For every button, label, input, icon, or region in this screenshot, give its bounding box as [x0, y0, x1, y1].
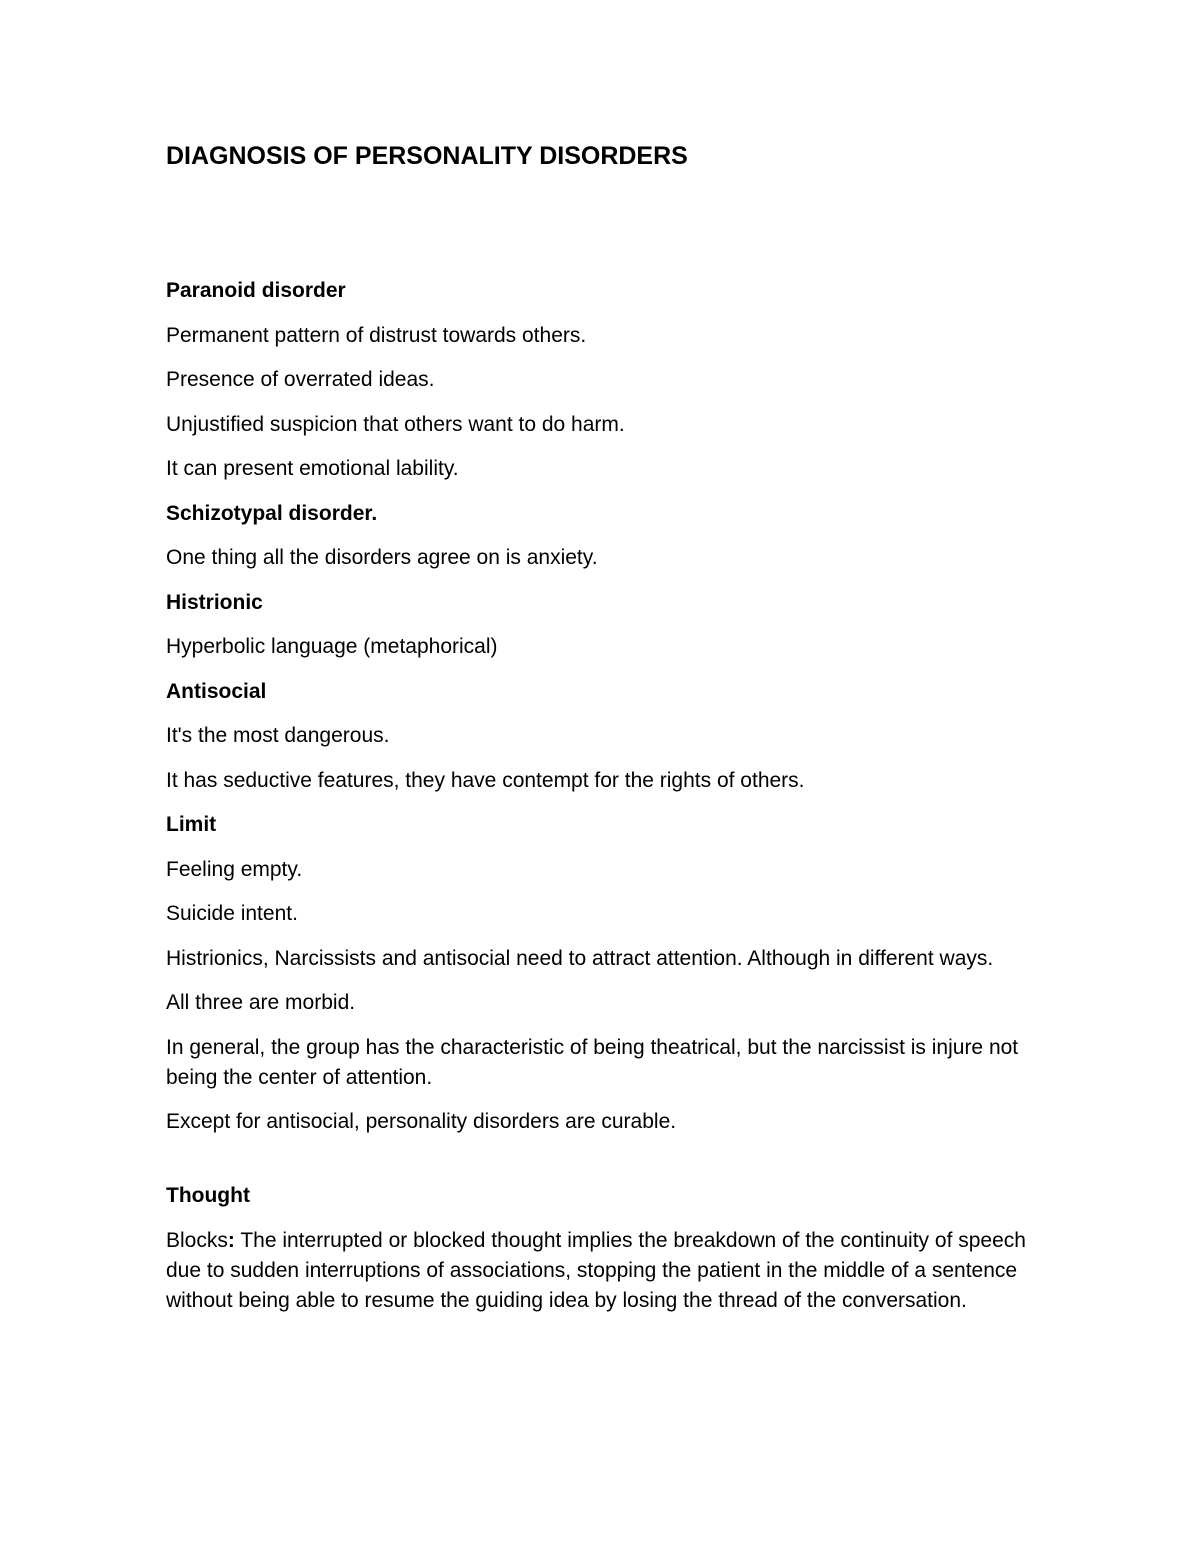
paragraph: It can present emotional lability.	[166, 457, 459, 480]
section-heading-paranoid: Paranoid disorder	[166, 279, 346, 302]
section-heading-histrionic: Histrionic	[166, 590, 263, 614]
paragraph: Unjustified suspicion that others want to do harm.	[166, 412, 625, 436]
paragraph: It has seductive features, they have contempt for the rights of others.	[166, 768, 805, 792]
paragraph: Histrionics, Narcissists and antisocial need to attract attention. Although in different ways.	[166, 946, 994, 970]
paragraph: In general, the group has the characteristic of being theatrical, but the narcissist is injure not being the center of attention.	[166, 1035, 1019, 1089]
paragraph: Except for antisocial, personality disorders are curable.	[166, 1110, 677, 1133]
paragraph: It's the most dangerous.	[166, 724, 390, 747]
paragraph: Presence of overrated ideas.	[166, 368, 435, 391]
section-heading-antisocial: Antisocial	[166, 679, 267, 703]
section-heading-limit: Limit	[166, 813, 217, 836]
document-title: DIAGNOSIS OF PERSONALITY DISORDERS	[166, 142, 688, 170]
paragraph: Hyperbolic language (metaphorical)	[166, 635, 498, 658]
blocks-text: The interrupted or blocked thought implies the breakdown of the continuity of speech due to sudden interruptions of associations, stopping the patient in the middle of a sentence without being able to resume the guiding idea by losing the thread of the conversation.	[166, 1228, 1026, 1312]
section-heading-thought: Thought	[166, 1184, 250, 1207]
blocks-colon: :	[227, 1228, 235, 1252]
paragraph-blocks	[166, 1226, 1046, 1316]
paragraph: All three are morbid.	[166, 991, 356, 1014]
document-body	[166, 276, 1046, 1330]
paragraph: Permanent pattern of distrust towards others.	[166, 323, 587, 347]
paragraph: Feeling empty.	[166, 857, 303, 881]
section-heading-schizotypal: Schizotypal disorder.	[166, 501, 378, 525]
paragraph: Suicide intent.	[166, 902, 298, 925]
paragraph: One thing all the disorders agree on is anxiety.	[166, 546, 598, 569]
blocks-label: Blocks	[166, 1228, 228, 1252]
